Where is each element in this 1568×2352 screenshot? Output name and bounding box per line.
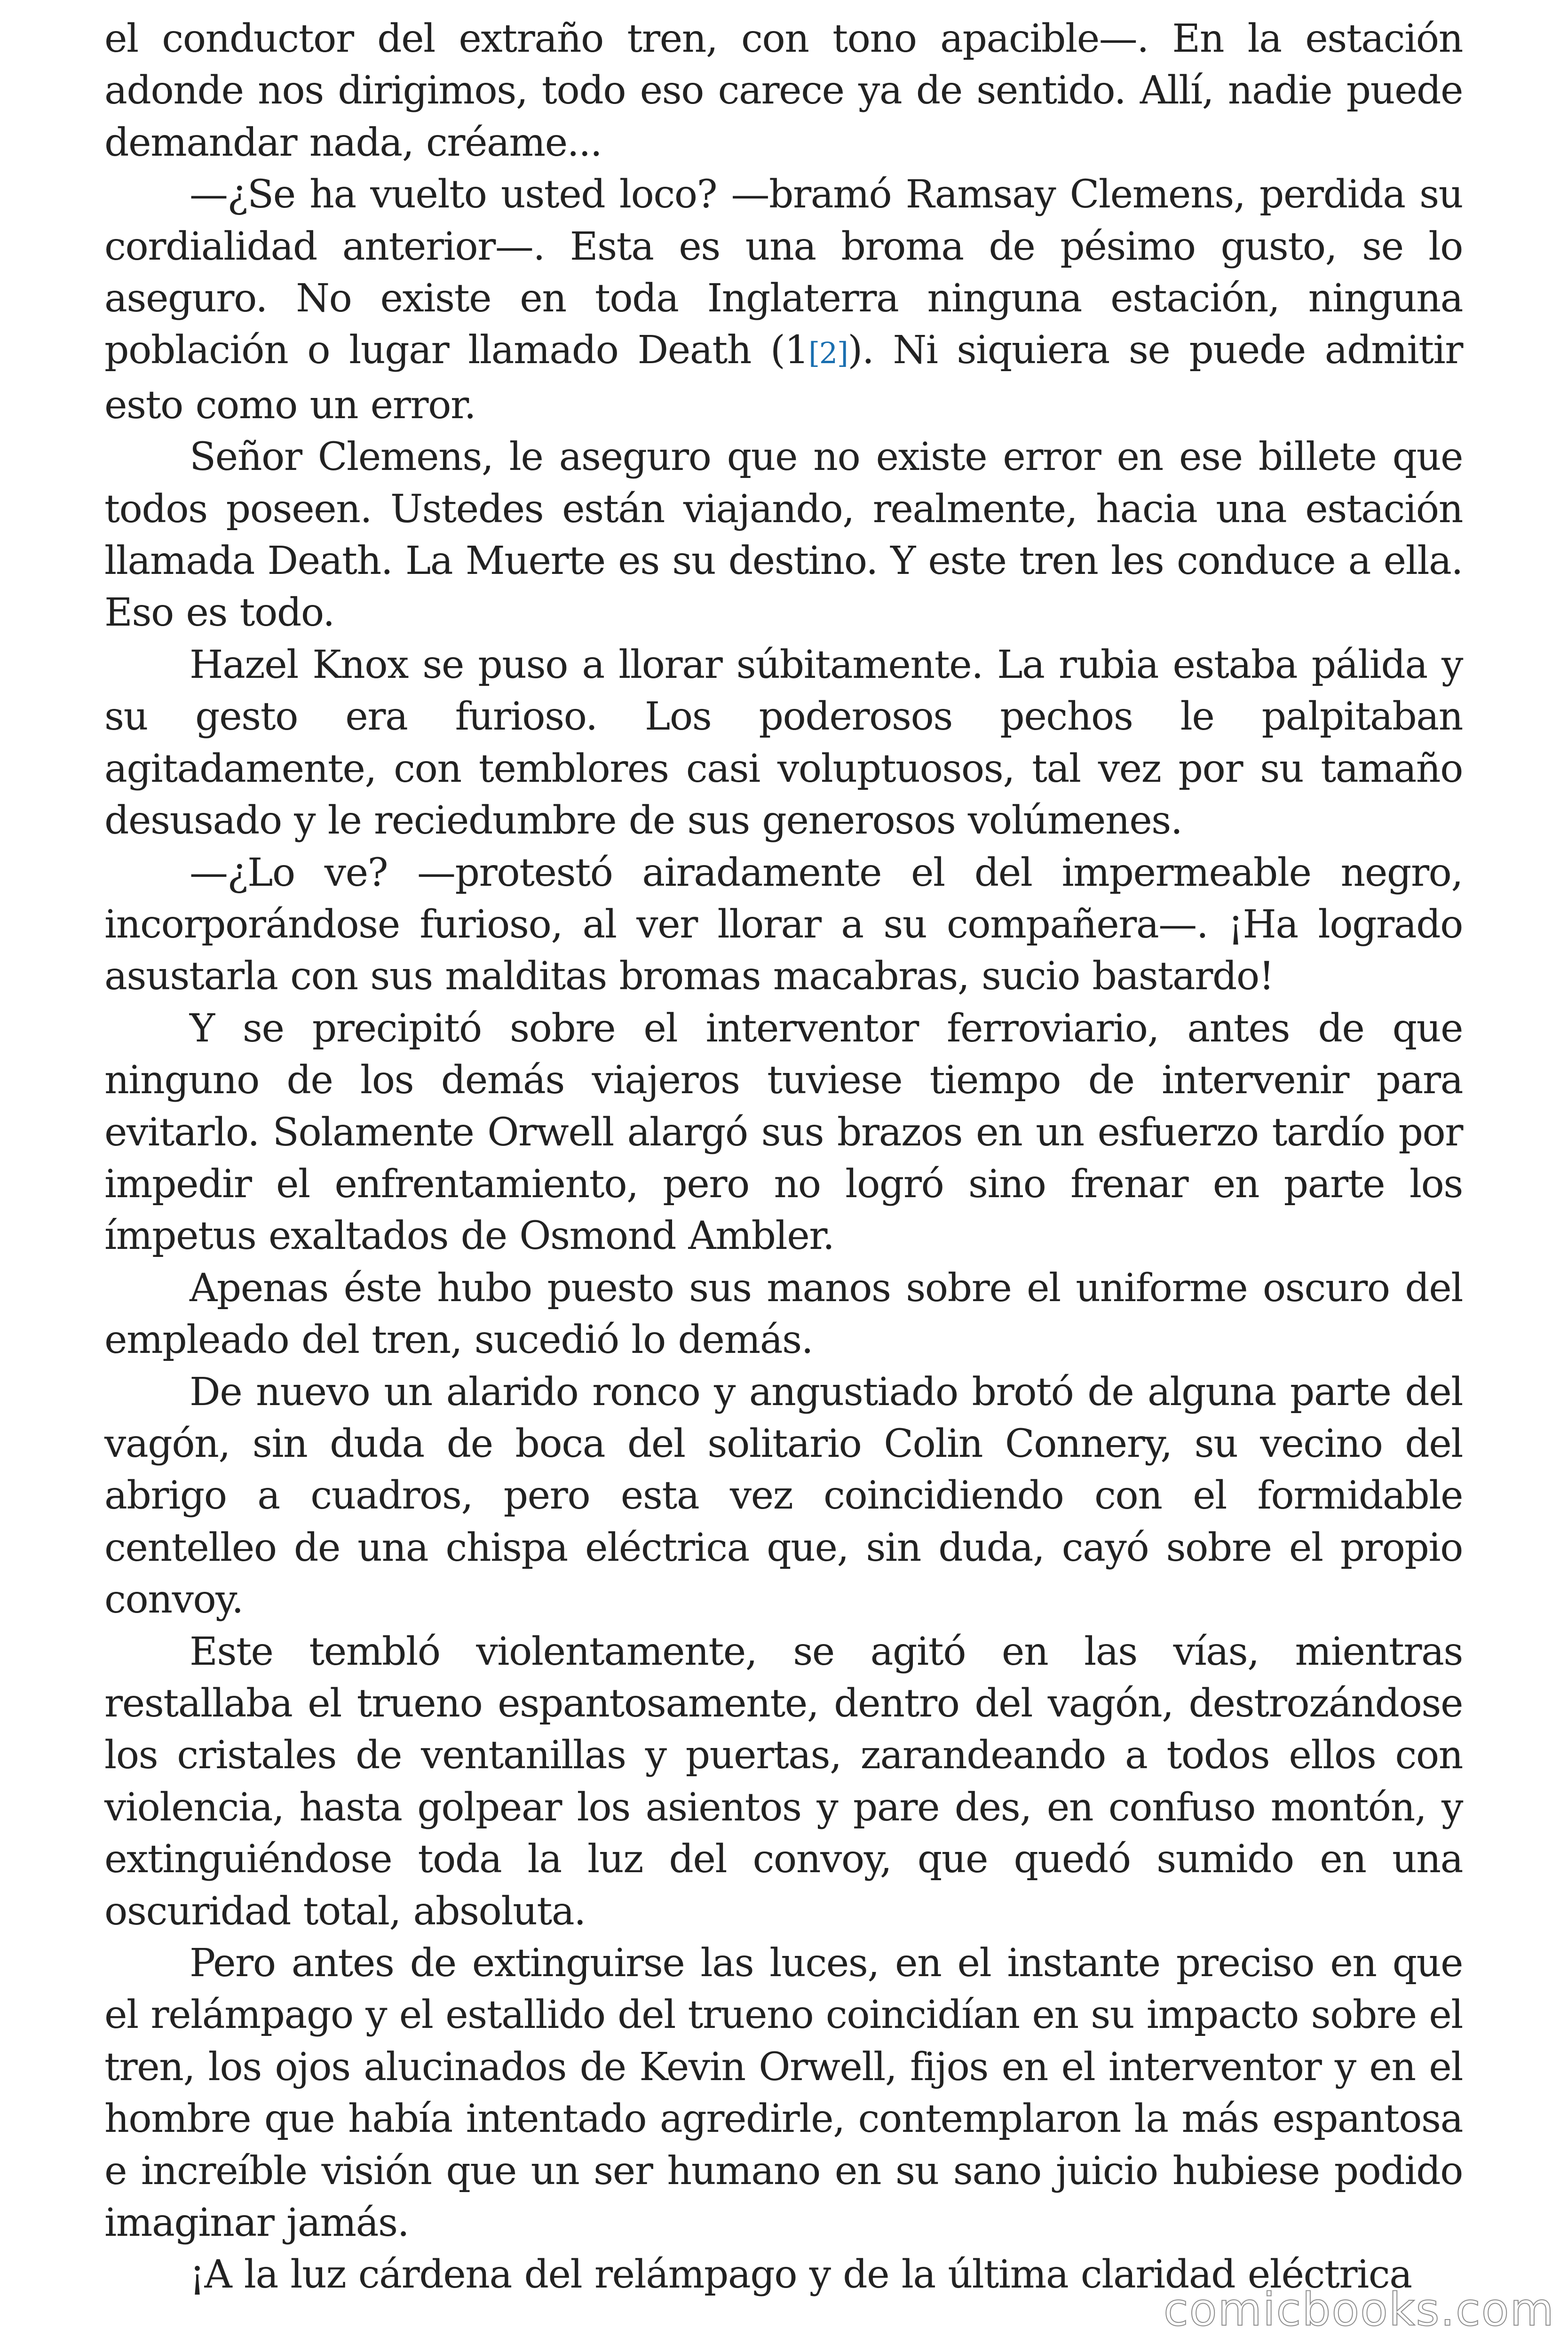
paragraph: Hazel Knox se puso a llorar súbitamente. La rubia estaba pálida y su gesto era furioso. Los poderosos pechos le palpitaban agitadamente, con temblores casi voluptuosos, tal vez por su tamaño desusado y le reciedumbre de sus generosos volúmenes.	[104, 642, 1463, 843]
paragraph: el conductor del extraño tren, con tono apacible—. En la estación adonde nos dirigimos, todo eso carece ya de sentido. Allí, nadie puede demandar nada, créame...	[104, 16, 1463, 165]
paragraph: —¿Lo ve? —protestó airadamente el del impermeable negro, incorporándose furioso, al ver llorar a su compañera—. ¡Ha logrado asustarla con sus malditas bromas macabras, sucio bastardo!	[104, 850, 1463, 999]
paragraph: De nuevo un alarido ronco y angustiado brotó de alguna parte del vagón, sin duda de boca del solitario Colin Connery, su vecino del abrigo a cuadros, pero esta vez coincidiendo con el formidable centelleo de una chispa eléctrica que, sin duda, cayó sobre el propio convoy.	[104, 1369, 1463, 1622]
paragraph: Señor Clemens, le aseguro que no existe error en ese billete que todos poseen. Ustedes están viajando, realmente, hacia una estación llamada Death. La Muerte es su destino. Y este tren les conduce a ella. Eso es todo.	[104, 435, 1463, 636]
paragraph: ¡A la luz cárdena del relámpago y de la última claridad eléctrica	[190, 2252, 1412, 2297]
paragraph: Apenas éste hubo puesto sus manos sobre el uniforme oscuro del empleado del tren, sucedió lo demás.	[104, 1265, 1463, 1363]
footnote-link[interactable]: [2]	[808, 336, 848, 371]
watermark: comicbooks.com	[1163, 2283, 1555, 2336]
paragraph: Pero antes de extinguirse las luces, en el instante preciso en que el relámpago y el estallido del trueno coincidían en su impacto sobre el tren, los ojos alucinados de Kevin Orwell, fijos en el interventor y en el hombre que había intentado agredirle, contemplaron la más espantosa e increíble visión que un ser humano en su sano juicio hubiese podido imaginar jamás.	[104, 1941, 1463, 2246]
book-page	[104, 13, 1463, 2301]
paragraph: —¿Se ha vuelto usted loco? —bramó Ramsay Clemens, perdida su cordialidad anterior—. Esta es una broma de pésimo gusto, se lo aseguro. No existe en toda Inglaterra ninguna estación, ninguna población o lugar llamado Death (1[2]). Ni siquiera se puede admitir esto como un error.	[104, 172, 1463, 428]
paragraph: Y se precipitó sobre el interventor ferroviario, antes de que ninguno de los demás viajeros tuviese tiempo de intervenir para evitarlo. Solamente Orwell alargó sus brazos en un esfuerzo tardío por impedir el enfrentamiento, pero no logró sino frenar en parte los ímpetus exaltados de Osmond Ambler.	[104, 1006, 1463, 1259]
paragraph: Este tembló violentamente, se agitó en las vías, mientras restallaba el trueno espantosamente, dentro del vagón, destrozándose los cristales de ventanillas y puertas, zarandeando a todos ellos con violencia, hasta golpear los asientos y pare des, en confuso montón, y extinguiéndose toda la luz del convoy, que quedó sumido en una oscuridad total, absoluta.	[104, 1629, 1463, 1934]
